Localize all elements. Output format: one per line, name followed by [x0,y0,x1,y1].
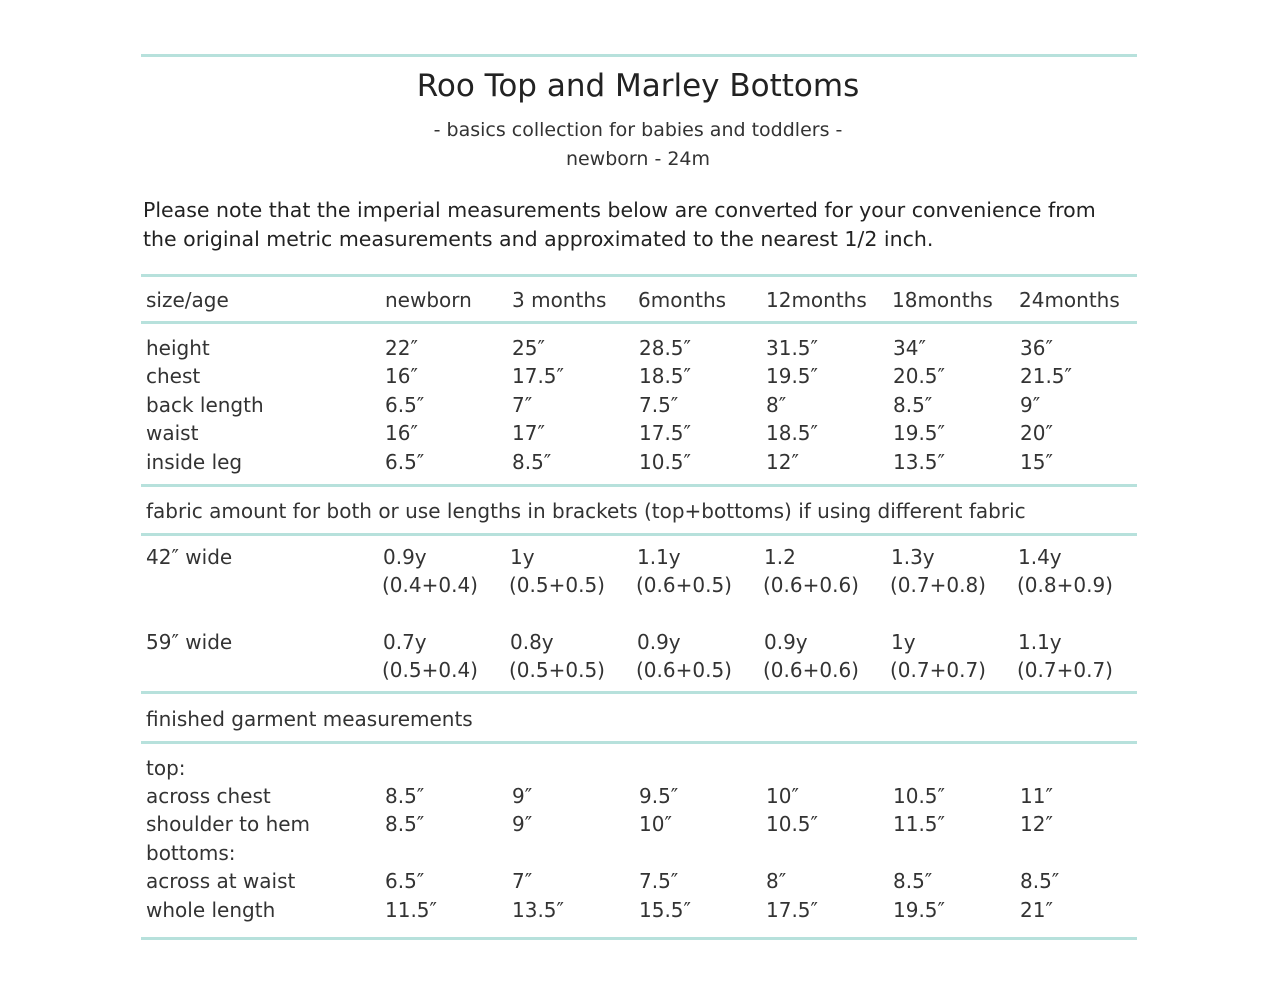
bottoms-subheading: bottoms: [146,841,236,865]
table-cell: 18.5″ [766,421,819,445]
table-cell: 17.5″ [639,421,692,445]
conversion-note-line-1: Please note that the imperial measurements below are converted for your convenience from [143,198,1096,222]
fabric-total: 0.7y [383,630,427,654]
top-divider [141,54,1137,57]
table-cell: 34″ [893,336,926,360]
table-cell: 19.5″ [893,898,946,922]
top-subheading: top: [146,756,186,780]
table-cell: 21″ [1020,898,1053,922]
table-cell: 7.5″ [639,393,679,417]
table-cell: 13.5″ [512,898,565,922]
table-cell: 7″ [512,393,533,417]
fabric-total: 1.1y [637,545,681,569]
table-cell: 36″ [1020,336,1053,360]
table-cell: 8.5″ [893,869,933,893]
fabric-total: 1.4y [1018,545,1062,569]
row-label: 42″ wide [146,545,233,569]
size-header-6m: 6months [638,288,727,312]
fabric-split: (0.5+0.5) [509,573,605,597]
table-cell: 6.5″ [385,450,425,474]
table-cell: 8.5″ [512,450,552,474]
row-label: inside leg [146,450,243,474]
table-cell: 10.5″ [893,784,946,808]
table-cell: 17.5″ [512,364,565,388]
conversion-note-line-2: the original metric measurements and approximated to the nearest 1/2 inch. [143,227,934,251]
table-cell: 7.5″ [639,869,679,893]
row-label: whole length [146,898,276,922]
fabric-split: (0.6+0.6) [763,573,859,597]
table-cell: 10″ [766,784,799,808]
table-cell: 11.5″ [893,812,946,836]
table-cell: 13.5″ [893,450,946,474]
fabric-split: (0.6+0.5) [636,658,732,682]
fabric-split: (0.6+0.5) [636,573,732,597]
table-cell: 18.5″ [639,364,692,388]
table-cell: 8.5″ [385,784,425,808]
subtitle-size-range: newborn - 24m [565,148,711,170]
size-header-24m: 24months [1019,288,1120,312]
table-cell: 12″ [766,450,799,474]
table-cell: 9″ [512,812,533,836]
subtitle-collection: - basics collection for babies and toddlers - [433,119,843,141]
fabric-total: 0.9y [764,630,808,654]
size-header-12m: 12months [766,288,867,312]
table-cell: 19.5″ [893,421,946,445]
size-header-18m: 18months [892,288,993,312]
table-cell: 25″ [512,336,545,360]
fabric-total: 1.3y [891,545,935,569]
fabric-split: (0.7+0.8) [890,573,986,597]
fabric-heading: fabric amount for both or use lengths in brackets (top+bottoms) if using different fabric [146,499,1026,523]
table-cell: 6.5″ [385,869,425,893]
fabric-heading-divider [141,533,1137,536]
bottom-divider [141,937,1137,940]
table-cell: 22″ [385,336,418,360]
fabric-total: 0.9y [383,545,427,569]
table-cell: 28.5″ [639,336,692,360]
table-cell: 8″ [766,869,787,893]
table-cell: 9.5″ [639,784,679,808]
fabric-bottom-divider [141,691,1137,694]
fabric-total: 1.1y [1018,630,1062,654]
fabric-split: (0.5+0.4) [382,658,478,682]
row-label: waist [146,421,199,445]
table-cell: 17.5″ [766,898,819,922]
table-cell: 11.5″ [385,898,438,922]
finished-heading-divider [141,741,1137,744]
table-cell: 9″ [1020,393,1041,417]
fabric-total: 1y [510,545,535,569]
table-cell: 16″ [385,421,418,445]
header-top-divider [141,274,1137,277]
table-cell: 19.5″ [766,364,819,388]
fabric-split: (0.5+0.5) [509,658,605,682]
fabric-total: 1.2 [764,545,796,569]
table-cell: 21.5″ [1020,364,1073,388]
table-cell: 10.5″ [639,450,692,474]
header-bottom-divider [141,321,1137,324]
table-cell: 8.5″ [1020,869,1060,893]
table-cell: 15″ [1020,450,1053,474]
fabric-total: 0.9y [637,630,681,654]
table-cell: 8″ [766,393,787,417]
table-cell: 12″ [1020,812,1053,836]
table-cell: 8.5″ [385,812,425,836]
fabric-split: (0.7+0.7) [890,658,986,682]
table-cell: 6.5″ [385,393,425,417]
body-bottom-divider [141,484,1137,487]
table-cell: 11″ [1020,784,1053,808]
row-label: shoulder to hem [146,812,311,836]
table-cell: 10″ [639,812,672,836]
row-label: height [146,336,210,360]
table-cell: 20″ [1020,421,1053,445]
row-label: across at waist [146,869,296,893]
finished-heading: finished garment measurements [146,707,473,731]
table-cell: 7″ [512,869,533,893]
table-cell: 8.5″ [893,393,933,417]
fabric-split: (0.6+0.6) [763,658,859,682]
table-cell: 9″ [512,784,533,808]
row-label: 59″ wide [146,630,233,654]
page-title: Roo Top and Marley Bottoms [416,68,860,104]
table-cell: 31.5″ [766,336,819,360]
table-cell: 20.5″ [893,364,946,388]
fabric-total: 1y [891,630,916,654]
fabric-split: (0.8+0.9) [1017,573,1113,597]
table-cell: 15.5″ [639,898,692,922]
size-header-3m: 3 months [512,288,607,312]
row-label: across chest [146,784,271,808]
fabric-split: (0.7+0.7) [1017,658,1113,682]
row-label: back length [146,393,264,417]
table-cell: 16″ [385,364,418,388]
table-cell: 17″ [512,421,545,445]
row-label: chest [146,364,201,388]
fabric-split: (0.4+0.4) [382,573,478,597]
fabric-total: 0.8y [510,630,554,654]
size-age-header: size/age [146,288,229,312]
table-cell: 10.5″ [766,812,819,836]
size-header-newborn: newborn [385,288,472,312]
